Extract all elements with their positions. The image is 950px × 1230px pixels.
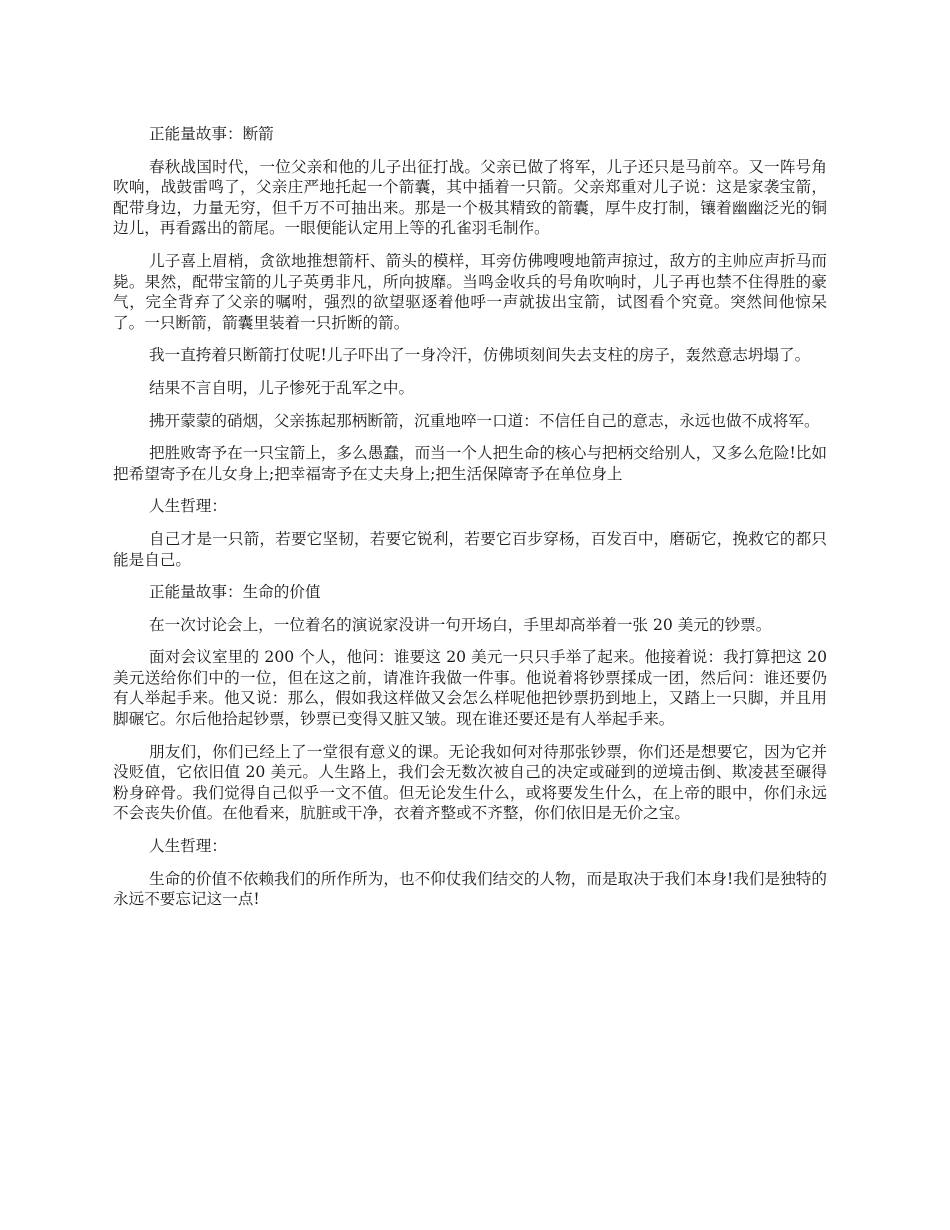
body-paragraph: 结果不言自明，儿子惨死于乱军之中。 [149, 378, 415, 397]
body-paragraph: 自己才是一只箭，若要它坚韧，若要它锐利，若要它百步穿杨，百发百中，磨砺它，挽救它的都只能是自己。 [113, 529, 827, 569]
story-title: 正能量故事：生命的价值 [149, 583, 321, 602]
story-title: 正能量故事：断箭 [149, 125, 274, 143]
body-paragraph: 生命的价值不依赖我们的所作所为，也不仰仗我们结交的人物，而是取决于我们本身!我们是独特的永远不要忘记这一点! [113, 869, 827, 909]
body-paragraph: 儿子喜上眉梢，贪欲地推想箭杆、箭头的模样，耳旁仿佛嗖嗖地箭声掠过，敌方的主帅应声折马而毙。果然，配带宝箭的儿子英勇非凡，所向披靡。当鸣金收兵的号角吹响时，儿子再也禁不住得胜的豪气，完全背弃了父亲的嘱咐，强烈的欲望驱逐着他呼一声就拔出宝箭，试图看个究竟。突然间他惊呆了。一只断箭，箭囊里装着一只折断的箭。 [113, 251, 827, 332]
body-paragraph: 朋友们，你们已经上了一堂很有意义的课。无论我如何对待那张钞票，你们还是想要它，因为它并没贬值，它依旧值 20 美元。人生路上，我们会无数次被自己的决定或碰到的逆境击倒、欺凌甚至碾得粉身碎骨。我们觉得自己似乎一文不值。但无论发生什么，或将要发生什么，在上帝的眼中，你们永远不会丧失价值。在他看来，肮脏或干净，衣着齐整或不齐整，你们依旧是无价之宝。 [113, 742, 827, 823]
body-paragraph: 我一直挎着只断箭打仗呢!儿子吓出了一身冷汗，仿佛顷刻间失去支柱的房子，轰然意志坍塌了。 [149, 346, 811, 365]
section-heading: 人生哲理： [149, 497, 227, 516]
body-paragraph: 把胜败寄予在一只宝箭上，多么愚蠢，而当一个人把生命的核心与把柄交给别人，又多么危险!比如把希望寄予在儿女身上;把幸福寄予在丈夫身上;把生活保障寄予在单位身上 [113, 444, 827, 483]
body-paragraph: 面对会议室里的 200 个人，他问：谁要这 20 美元一只只手举了起来。他接着说：我打算把这 20 美元送给你们中的一位，但在这之前，请准许我做一件事。他说着将钞票揉成一团，然后问：谁还要仍有人举起手来。他又说：那么，假如我这样做又会怎么样呢他把钞票扔到地上，又踏上一只脚，并且用脚碾它。尔后他拾起钞票，钞票已变得又脏又皱。现在谁还要还是有人举起手来。 [113, 648, 827, 729]
body-paragraph: 春秋战国时代，一位父亲和他的儿子出征打战。父亲已做了将军，儿子还只是马前卒。又一阵号角吹响，战鼓雷鸣了，父亲庄严地托起一个箭囊，其中插着一只箭。父亲郑重对儿子说：这是家袭宝箭，配带身边，力量无穷，但千万不可抽出来。那是一个极其精致的箭囊，厚牛皮打制，镶着幽幽泛光的铜边儿，再看露出的箭尾。一眼便能认定用上等的孔雀羽毛制作。 [113, 157, 827, 238]
section-heading: 人生哲理： [149, 837, 227, 856]
body-paragraph: 拂开蒙蒙的硝烟，父亲拣起那柄断箭，沉重地啐一口道：不信任自己的意志，永远也做不成将军。 [149, 411, 820, 430]
body-paragraph: 在一次讨论会上，一位着名的演说家没讲一句开场白，手里却高举着一张 20 美元的钞票。 [149, 615, 772, 634]
